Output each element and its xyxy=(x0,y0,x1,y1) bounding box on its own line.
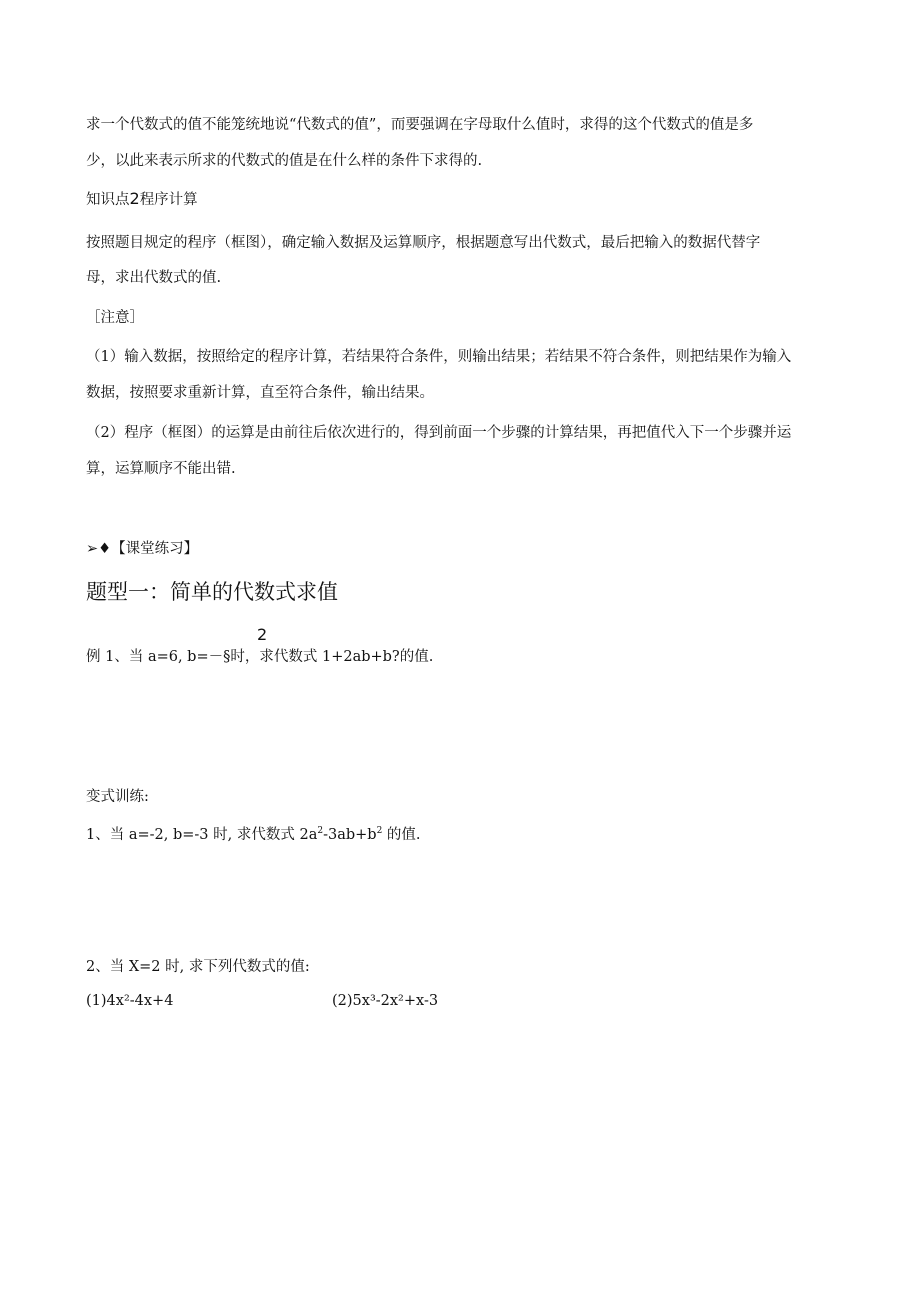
knowledge-point-number: 2 xyxy=(129,189,140,208)
exercise-1-before: 1、当 a=-2, b=-3 时, 求代数式 2a xyxy=(86,826,318,843)
section-title: 题型一：简单的代数式求值 xyxy=(86,580,338,604)
exercise-1-sup-2: 2 xyxy=(376,826,383,836)
note-label: ［注意］ xyxy=(86,310,144,326)
paragraph-1-line-1: 求一个代数式的值不能笼统地说“代数式的值”，而要强调在字母取什么值时，求得的这个代数式的值是多 xyxy=(86,117,754,133)
variant-label: 变式训练: xyxy=(86,789,149,805)
knowledge-point-prefix: 知识点 xyxy=(86,192,130,208)
example-1: 例 1、当 a=6, b=－§时，求代数式 1+2ab+b?的值. xyxy=(86,649,434,665)
paragraph-2-line-1: 按照题目规定的程序（框图），确定输入数据及运算顺序，根据题意写出代数式，最后把输入的数据代替字 xyxy=(86,235,761,251)
exercise-1-middle: -3ab+b xyxy=(323,826,377,843)
exercise-1 xyxy=(86,822,421,844)
exercise-2-prompt: 2、当 X=2 时, 求下列代数式的值: xyxy=(86,959,310,975)
practice-label: ➢♦【课堂练习】 xyxy=(86,541,199,557)
example-1-superscript: 2 xyxy=(257,625,268,644)
paragraph-1-line-2: 少，以此来表示所求的代数式的值是在什么样的条件下求得的. xyxy=(86,153,483,169)
note-2-line-2: 算，运算顺序不能出错. xyxy=(86,461,236,477)
exercise-2-part-2: (2)5x³-2x²+x-3 xyxy=(332,993,439,1009)
paragraph-2-line-2: 母，求出代数式的值. xyxy=(86,270,222,286)
knowledge-point-title: 程序计算 xyxy=(139,192,198,208)
note-1-line-2: 数据，按照要求重新计算，直至符合条件，输出结果。 xyxy=(86,385,434,401)
note-1-line-1: （1）输入数据，按照给定的程序计算，若结果符合条件，则输出结果；若结果不符合条件，则把结果作为输入 xyxy=(86,349,792,365)
exercise-1-sup-1: 2 xyxy=(317,826,324,836)
knowledge-point-heading xyxy=(86,190,198,209)
note-2-line-1: （2）程序（框图）的运算是由前往后依次进行的，得到前面一个步骤的计算结果，再把值代入下一个步骤并运 xyxy=(86,425,792,441)
exercise-2-part-1: (1)4x²-4x+4 xyxy=(86,993,174,1009)
exercise-1-after: 的值. xyxy=(382,826,421,843)
